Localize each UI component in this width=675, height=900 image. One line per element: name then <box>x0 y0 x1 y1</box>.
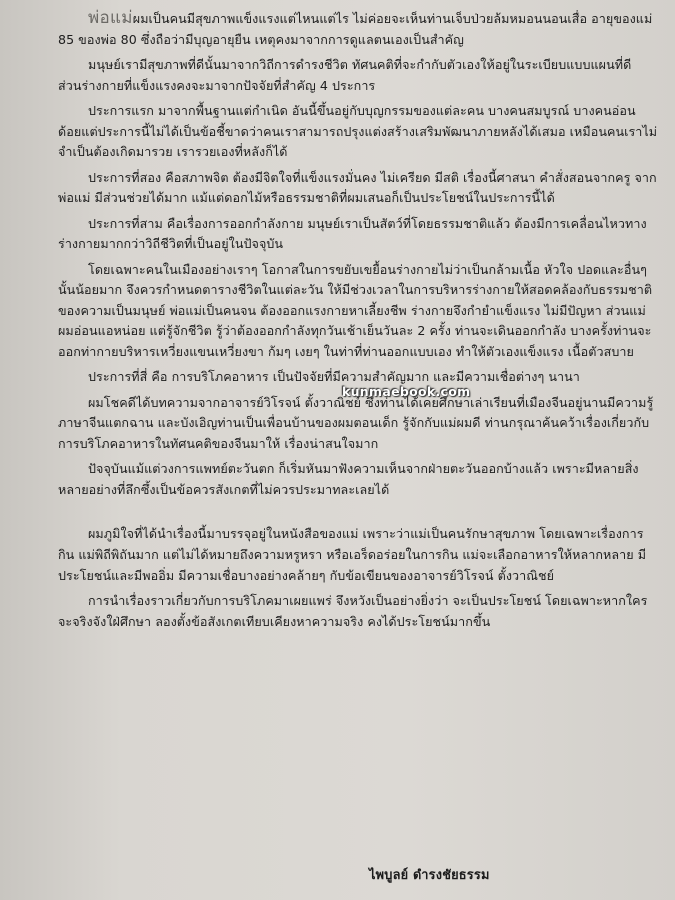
paragraph-7: ประการที่สี่ คือ การบริโภคอาหาร เป็นปัจจัยที่มีความสำคัญมาก และมีความเชื่อต่างๆ นานา <box>88 369 580 385</box>
page-body-text <box>58 8 658 637</box>
watermark: kunmaebook.com <box>342 384 471 399</box>
paragraph-8: ผมโชคดีได้บทความจากอาจารย์วิโรจน์ ตั้งวาณิชย์ ซึ่งท่านได้เคยศึกษาเล่าเรียนที่เมืองจีนอยู่นานมีความรู้ภาษาจีนแตกฉาน และบังเอิญท่านเป็นเพื่อนบ้านของผมตอนเด็ก รู้จักกับแม่ผมดี ท่านกรุณาค้นคว้าเรื่องเกี่ยวกับการบริโภคอาหารในทัศนคติของจีนมาให้ เรื่องน่าสนใจมาก <box>58 394 654 451</box>
paragraph-1-text: ผมเป็นคนมีสุขภาพแข็งแรงแต่ไหนแต่ไร ไม่ค่อยจะเห็นท่านเจ็บป่วยล้มหมอนนอนเสื่อ อายุของแม่ 85 ของพ่อ 80 ซึ่งถือว่ามีบุญอายุยืน เหตุคงมาจากการดูแลตนเองเป็นสำคัญ <box>58 11 653 47</box>
paragraph-10: ผมภูมิใจที่ได้นำเรื่องนี้มาบรรจุอยู่ในหนังสือของแม่ เพราะว่าแม่เป็นคนรักษาสุขภาพ โดยเฉพาะเรื่องการกิน แม่พิถีพิถันมาก แต่ไม่ได้หมายถึงความหรูหรา หรือเอร็ดอร่อยในการกิน แม่จะเลือกอาหารให้หลากหลาย มีประโยชน์และมีพออิ่ม มีความเชื่อบางอย่างคล้ายๆ กับข้อเขียนของอาจารย์วิโรจน์ ตั้งวาณิชย์ <box>58 526 647 583</box>
paragraph-1 <box>58 8 658 50</box>
paragraph-5: ประการที่สาม คือเรื่องการออกกำลังกาย มนุษย์เราเป็นสัตว์ที่โดยธรรมชาติแล้ว ต้องมีการเคลื่อนไหวทางร่างกายมากกว่าวิถีชีวิตที่เป็นอยู่ในปัจจุบัน <box>58 215 647 252</box>
paragraph-4: ประการที่สอง คือสภาพจิต ต้องมีจิตใจที่แข็งแรงมั่นคง ไม่เครียด มีสติ เรื่องนี้ศาสนา คำสั่งสอนจากครู จากพ่อแม่ มีส่วนช่วยได้มาก แม้แต่ดอกไม้หรือธรรมชาติที่ผมเสนอก็เป็นประโยชน์ในประการนี้ได้ <box>58 169 657 206</box>
paragraph-9: ปัจจุบันแม้แต่วงการแพทย์ตะวันตก ก็เริ่มหันมาฟังความเห็นจากฝ่ายตะวันออกบ้างแล้ว เพราะมีหลายสิ่งหลายอย่างที่ลึกซึ้งเป็นข้อควรสังเกตที่ไม่ควรประมาทละเลยได้ <box>58 461 639 497</box>
author-signature: ไพบูลย์ ดำรงชัยธรรม <box>369 868 490 883</box>
paragraph-3: ประการแรก มาจากพื้นฐานแต่กำเนิด อันนี้ขึ้นอยู่กับบุญกรรมของแต่ละคน บางคนสมบูรณ์ บางคนอ่อนด้อยแต่ประการนี้ไม่ได้เป็นข้อชี้ขาดว่าคนเราสามารถปรุงแต่งสร้างเสริมพัฒนาภายหลังได้เสมอ เหมือนคนเราไม่จำเป็นต้องเกิดมารวย เรารวยเองที่หลังก็ได้ <box>58 102 658 160</box>
opening-word: พ่อแม่ <box>88 8 133 28</box>
paragraph-11: การนำเรื่องราวเกี่ยวกับการบริโภคมาเผยแพร่ จึงหวังเป็นอย่างยิ่งว่า จะเป็นประโยชน์ โดยเฉพาะหากใครจะจริงจังใฝ่ศึกษา ลองตั้งข้อสังเกตเทียบเคียงหาความจริง คงได้ประโยชน์มากขึ้น <box>58 593 648 629</box>
paragraph-2: มนุษย์เรามีสุขภาพที่ดีนั้นมาจากวิถีการดำรงชีวิต ทัศนคติที่จะกำกับตัวเองให้อยู่ในระเบียบแบบแผนที่ดี ส่วนร่างกายที่แข็งแรงคงจะมาจากปัจจัยที่สำคัญ 4 ประการ <box>58 56 632 93</box>
paragraph-6: โดยเฉพาะคนในเมืองอย่างเราๆ โอกาสในการขยับเขยื้อนร่างกายไม่ว่าเป็นกล้ามเนื้อ หัวใจ ปอดและอื่นๆ นั้นน้อยมาก จึงควรกำหนดตารางชีวิตในแต่ละวัน ให้มีช่วงเวลาในการบริหารร่างกายให้สอดคล้องกับธรรมชาติของความเป็นมนุษย์ พ่อแม่เป็นคนจน ต้องออกแรงกายหาเลี้ยงชีพ ร่างกายจึงกำยำแข็งแรง ไม่มีปัญหา ส่วนแม่ผมอ่อนแอหน่อย แต่รู้จักชีวิต รู้ว่าต้องออกกำลังทุกวันเช้าเย็นวันละ 2 ครั้ง ท่านจะเดินออกกำลัง บางครั้งท่านจะออกท่ากายบริหารเหวี่ยงแขนเหวี่ยงขา ก้มๆ เงยๆ ในท่าที่ท่านออกแบบเอง ทำให้ตัวเองแข็งแรง เนื้อตัวสบาย <box>58 261 653 359</box>
